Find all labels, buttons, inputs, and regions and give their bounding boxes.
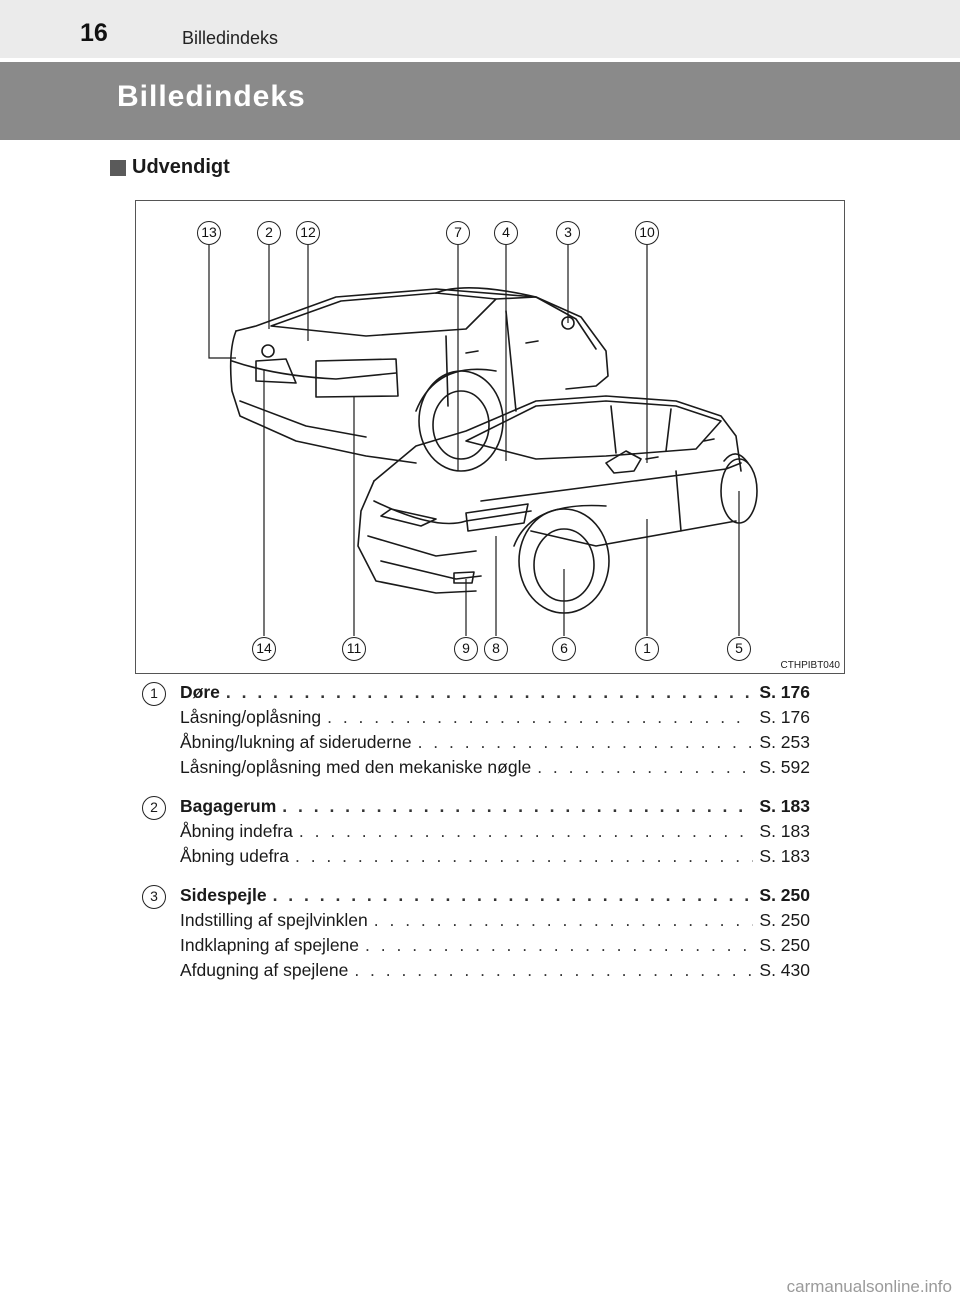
page-reference: S. 176: [759, 682, 810, 702]
entry-number: 3: [142, 885, 166, 909]
entry-label: Indstilling af spejlvinklen: [180, 910, 368, 930]
page-reference: S. 176: [759, 707, 810, 727]
entry-number: 2: [142, 796, 166, 820]
entry-sub-line[interactable]: [180, 819, 810, 844]
car-illustration: [136, 201, 844, 673]
callout-2: 2: [257, 221, 281, 245]
page-reference: S. 183: [759, 821, 810, 841]
entry-sub-line[interactable]: [180, 755, 810, 780]
dot-leader: [354, 958, 753, 983]
dot-leader: [374, 908, 754, 933]
entry-label: Døre: [180, 682, 220, 702]
callout-1: 1: [635, 637, 659, 661]
section-title: Udvendigt: [132, 156, 230, 178]
car-exterior-figure: [135, 200, 845, 674]
dot-leader: [327, 705, 753, 730]
callout-9: 9: [454, 637, 478, 661]
dot-leader: [226, 680, 754, 705]
callout-6: 6: [552, 637, 576, 661]
entry-label: Indklapning af spejlene: [180, 935, 360, 955]
callout-3: 3: [556, 221, 580, 245]
entry-label: Afdugning af spejlene: [180, 960, 349, 980]
entry-sub-line[interactable]: [180, 705, 810, 730]
entry-label: Åbning udefra: [180, 846, 289, 866]
callout-11: 11: [342, 637, 366, 661]
entry-sub-line[interactable]: [180, 933, 810, 958]
index-entries: [140, 680, 810, 997]
page-number: 16: [80, 19, 108, 47]
callout-14: 14: [252, 637, 276, 661]
entry-label: Åbning/lukning af sideruderne: [180, 732, 412, 752]
dot-leader: [295, 844, 753, 869]
entry-label: Bagagerum: [180, 796, 277, 816]
dot-leader: [273, 883, 754, 908]
callout-10: 10: [635, 221, 659, 245]
entry-label: Låsning/oplåsning med den mekaniske nøgle: [180, 757, 532, 777]
watermark: carmanualsonline.info: [786, 1277, 952, 1296]
top-header-band: [0, 0, 960, 58]
entry-sub-line[interactable]: [180, 844, 810, 869]
entry-sub-line[interactable]: [180, 908, 810, 933]
figure-code: CTHPIBT040: [780, 660, 840, 671]
entry-sub-line[interactable]: [180, 958, 810, 983]
page-reference: S. 250: [759, 910, 810, 930]
callout-8: 8: [484, 637, 508, 661]
entry-main-line[interactable]: [180, 794, 810, 819]
running-head: Billedindeks: [182, 28, 279, 48]
callout-12: 12: [296, 221, 320, 245]
dot-leader: [299, 819, 754, 844]
entry-main-line[interactable]: [180, 680, 810, 705]
entry-label: Låsning/oplåsning: [180, 707, 322, 727]
dot-leader: [282, 794, 753, 819]
index-entry-trunk: [140, 794, 810, 869]
callout-4: 4: [494, 221, 518, 245]
dot-leader: [418, 730, 754, 755]
index-entry-side-mirrors: [140, 883, 810, 983]
dot-leader: [537, 755, 753, 780]
section-heading: [110, 156, 230, 179]
entry-main-line[interactable]: [180, 883, 810, 908]
entry-label: Åbning indefra: [180, 821, 293, 841]
chapter-title: Billedindeks: [117, 80, 306, 113]
page-reference: S. 250: [759, 885, 810, 905]
page-reference: S. 430: [759, 960, 810, 980]
callout-13: 13: [197, 221, 221, 245]
callout-7: 7: [446, 221, 470, 245]
callout-5: 5: [727, 637, 751, 661]
dot-leader: [365, 933, 753, 958]
page-reference: S. 592: [759, 757, 810, 777]
section-square-icon: [110, 160, 126, 176]
page-reference: S. 183: [759, 846, 810, 866]
page-reference: S. 250: [759, 935, 810, 955]
page-reference: S. 183: [759, 796, 810, 816]
index-entry-doors: [140, 680, 810, 780]
entry-label: Sidespejle: [180, 885, 267, 905]
entry-number: 1: [142, 682, 166, 706]
page-reference: S. 253: [759, 732, 810, 752]
entry-sub-line[interactable]: [180, 730, 810, 755]
